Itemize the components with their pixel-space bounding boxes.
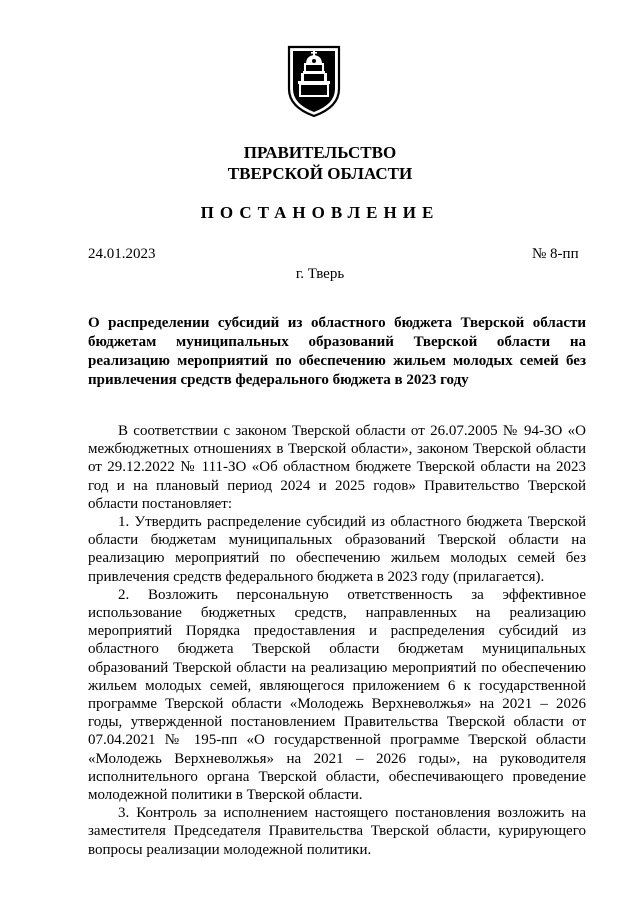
document-number: № 8-пп (532, 246, 579, 262)
government-title-line2: ТВЕРСКОЙ ОБЛАСТИ (227, 164, 413, 183)
government-title-line1: ПРАВИТЕЛЬСТВО (243, 143, 397, 162)
document-date: 24.01.2023 (88, 246, 156, 262)
tver-coat-of-arms-icon (286, 43, 342, 119)
document-type: ПОСТАНОВЛЕНИЕ (200, 203, 440, 222)
clause-2: 2. Возложить персональную ответственность за эффективное использование бюджетных средств, направленных на реализацию мероприятий Порядка предоставления и распределения субсидий из областного бюджета Тверской области бюджетам муниципальных образований Тверской области на реализацию мероприятий по обеспечению жильем молодых семей, являющегося приложением 6 к государственной программе Тверской области «Молодежь Верхневолжья» на 2021 – 2026 годы, утвержденной постановлением Правительства Тверской области от 07.04.2021 № 195-пп «О государственной программе Тверской области «Молодежь Верхневолжья» на 2021 – 2026 годы», на руководителя исполнительного органа Тверской области, обеспечивающего проведение молодежной политики в Тверской области. (88, 586, 586, 804)
preamble-paragraph: В соответствии с законом Тверской области от 26.07.2005 № 94-ЗО «О межбюджетных отношениях в Тверской области», законом Тверской области от 29.12.2022 № 111-ЗО «Об областном бюджете Тверской области на 2023 год и на плановый период 2024 и 2025 годов» Правительство Тверской области постановляет: (88, 423, 586, 512)
document-body (88, 422, 586, 859)
document-subject: О распределении субсидий из областного бюджета Тверской области бюджетам муниципальных образований Тверской области на реализацию мероприятий по обеспечению жильем молодых семей без привлечения средств федерального бюджета в 2023 году (88, 315, 586, 388)
document-city: г. Тверь (295, 266, 345, 282)
clause-3: 3. Контроль за исполнением настоящего постановления возложить на заместителя Председателя Правительства Тверской области, курирующего вопросы реализации молодежной политики. (88, 805, 586, 858)
clause-1: 1. Утвердить распределение субсидий из областного бюджета Тверской области бюджетам муниципальных образований Тверской области на реализацию мероприятий по обеспечению жильем молодых семей без привлечения средств федерального бюджета в 2023 году (прилагается). (88, 514, 586, 585)
